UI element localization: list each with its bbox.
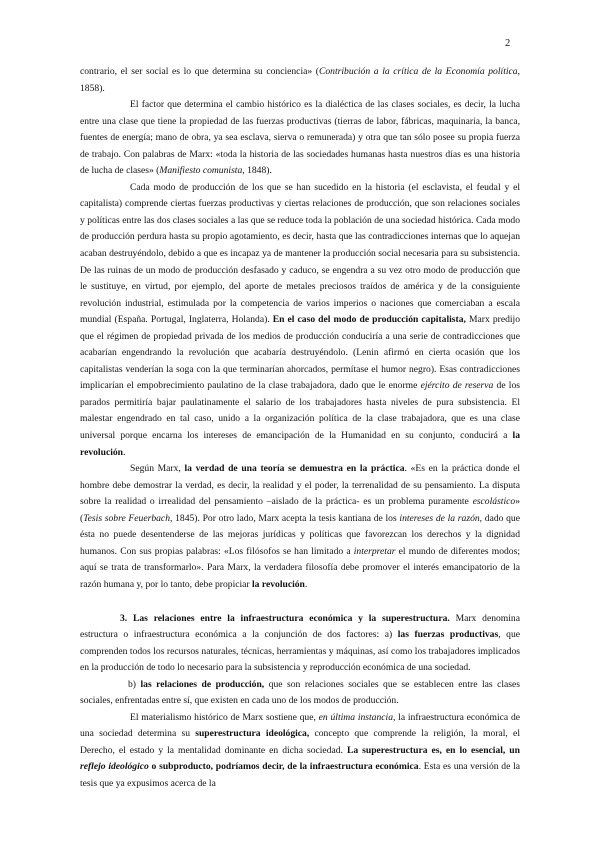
citation: Contribución a la crítica de la Economía política bbox=[318, 66, 518, 77]
emphasis: las fuerzas productivas bbox=[397, 629, 499, 641]
emphasis: En el caso del modo de producción capitalista, bbox=[272, 314, 466, 326]
emphasis: la verdad de una teoría se demuestra en la práctica bbox=[184, 463, 405, 475]
section-3-paragraph: 3. Las relaciones entre la infraestructura económica y la superestructura. Marx denomina estructura o infraestructura económica a la conjunción de dos factores: a) las fuerzas productivas, que comprenden todos los recursos naturales, técnicas, herramientas y máquinas, así como los trabajadores implicados en la producción de todo lo necesario para la subsistencia y reproducción económica de una sociedad. bbox=[80, 612, 520, 674]
emphasis: intereses de la razón bbox=[399, 512, 480, 524]
emphasis: ejército de reserva bbox=[420, 380, 494, 392]
emphasis: reflejo ideológico bbox=[80, 761, 149, 773]
section-heading: 3. Las relaciones entre la infraestructura económica y la superestructura. bbox=[120, 612, 450, 624]
emphasis: la revolución bbox=[80, 430, 520, 458]
paragraph-modos-produccion: Cada modo de producción de los que se han sucedido en la historia (el esclavista, el feudal y el capitalista) comprende ciertas fuerzas productivas y ciertas relaciones de producción, que son relaciones sociales y políticas entre las dos clases sociales a las que se reduce toda la población de una sociedad histórica. Cada modo de producción perdura hasta su propio agotamiento, es decir, hasta que las contradicciones internas que lo aquejan acaban destruyéndolo, debido a que es incapaz ya de mantener la producción social necesaria para su subsistencia. De las ruinas de un modo de producción desfasado y caduco, se engendra a su vez otro modo de producción que le sustituye, en virtud, por ejemplo, del aporte de metales preciosos traídos de américa y de la consiguiente revolución industrial, estimulada por la competencia de varios imperios o naciones que comerciaban a escala mundial (España. Portugal, Inglaterra, Holanda). En el caso del modo de producción capitalista, Marx predijo que el régimen de propiedad privada de los medios de producción conduciría a una serie de contradicciones que acabarían engendrando la revolución que acabaría destruyéndolo. (Lenin afirmó en cierta ocasión que los capitalistas venderían la soga con la que terminarían ahorcados, permítase el humor negro). Esas contradicciones implicarían el empobrecimiento paulatino de la clase trabajadora, dado que le enorme ejército de reserva de los parados permitiría bajar paulatinamente el salario de los trabajadores hasta niveles de pura subsistencia. El malestar engendrado en tal caso, unido a la organización política de la clase trabajadora, que es una clase universal porque encarna los intereses de emancipación de la Humanidad en su conjunto, conducirá a la revolución. bbox=[80, 181, 521, 458]
section-gap bbox=[80, 594, 520, 611]
emphasis: La superestructura es, en lo esencial, un bbox=[346, 744, 520, 756]
emphasis: las relaciones de producción, bbox=[140, 678, 265, 690]
emphasis: superestructura ideológica, bbox=[195, 728, 310, 740]
emphasis: escolástico bbox=[472, 496, 516, 508]
emphasis: en última instancia bbox=[318, 711, 393, 723]
paragraph-relaciones-produccion: b) las relaciones de producción, que son relaciones sociales que se establecen entre las clases sociales, enfrentadas entre sí, que existen en cada uno de los modos de producción. bbox=[80, 678, 520, 707]
citation: Tesis sobre Feuerbach bbox=[83, 512, 170, 524]
paragraph-dialectica: El factor que determina el cambio histórico es la dialéctica de las clases sociales, es decir, la lucha entre una clase que tiene la propiedad de las fuerzas productivas (tierras de labor, fábricas, maquinaria, la banca, fuentes de energía; mano de obra, ya sea esclava, sierva o remunerada) y otra que tan sólo posee su propia fuerza de trabajo. Con palabras de Marx: «toda la historia de las sociedades humanas hasta nuestros días es una historia de lucha de clases» (Manifiesto comunista, 1848). bbox=[80, 99, 520, 177]
emphasis: la revolución bbox=[252, 578, 305, 590]
paragraph-verdad-practica: Según Marx, la verdad de una teoría se demuestra en la práctica. «Es en la práctica donde el hombre debe demostrar la verdad, es decir, la realidad y el poder, la terrenalidad de su pensamiento. La disputa sobre la realidad o irrealidad del pensamiento –aislado de la práctica- es un problema puramente escolástico» (Tesis sobre Feuerbach, 1845). Por otro lado, Marx acepta la tesis kantiana de los intereses de la razón, dado que ésta no puede desentenderse de las mejoras jurídicas y políticas que favorezcan los derechos y la dignidad humanos. Con sus propias palabras: «Los filósofos se han limitado a interpretar el mundo de diferentes modos; aquí se trata de transformarlo». Para Marx, la verdadera filosofía debe promover el interés emancipatorio de la razón humana y, por lo tanto, debe propiciar la revolución. bbox=[80, 463, 521, 590]
paragraph-materialismo: El materialismo histórico de Marx sostiene que, en última instancia, la infraestructura económica de una sociedad determina su superestructura ideológica, concepto que comprende la religión, la moral, el Derecho, el estado y la mentalidad dominante en dicha sociedad. La superestructura es, en lo esencial, un reflejo ideológico o subproducto, podríamos decir, de la infraestructura económica. Esta es una versión de la tesis que ya expusimos acerca de la bbox=[80, 711, 520, 789]
paragraph-conciencia: contrario, el ser social es lo que determina su conciencia» (Contribución a la crítica de la Economía política, 1858). bbox=[80, 66, 520, 94]
page-number: 2 bbox=[505, 38, 511, 49]
emphasis: o subproducto, podríamos decir, de la infraestructura económica bbox=[148, 761, 419, 773]
citation: Manifiesto comunista bbox=[159, 165, 243, 177]
document-body bbox=[80, 64, 520, 793]
emphasis: interpretar bbox=[353, 545, 396, 557]
